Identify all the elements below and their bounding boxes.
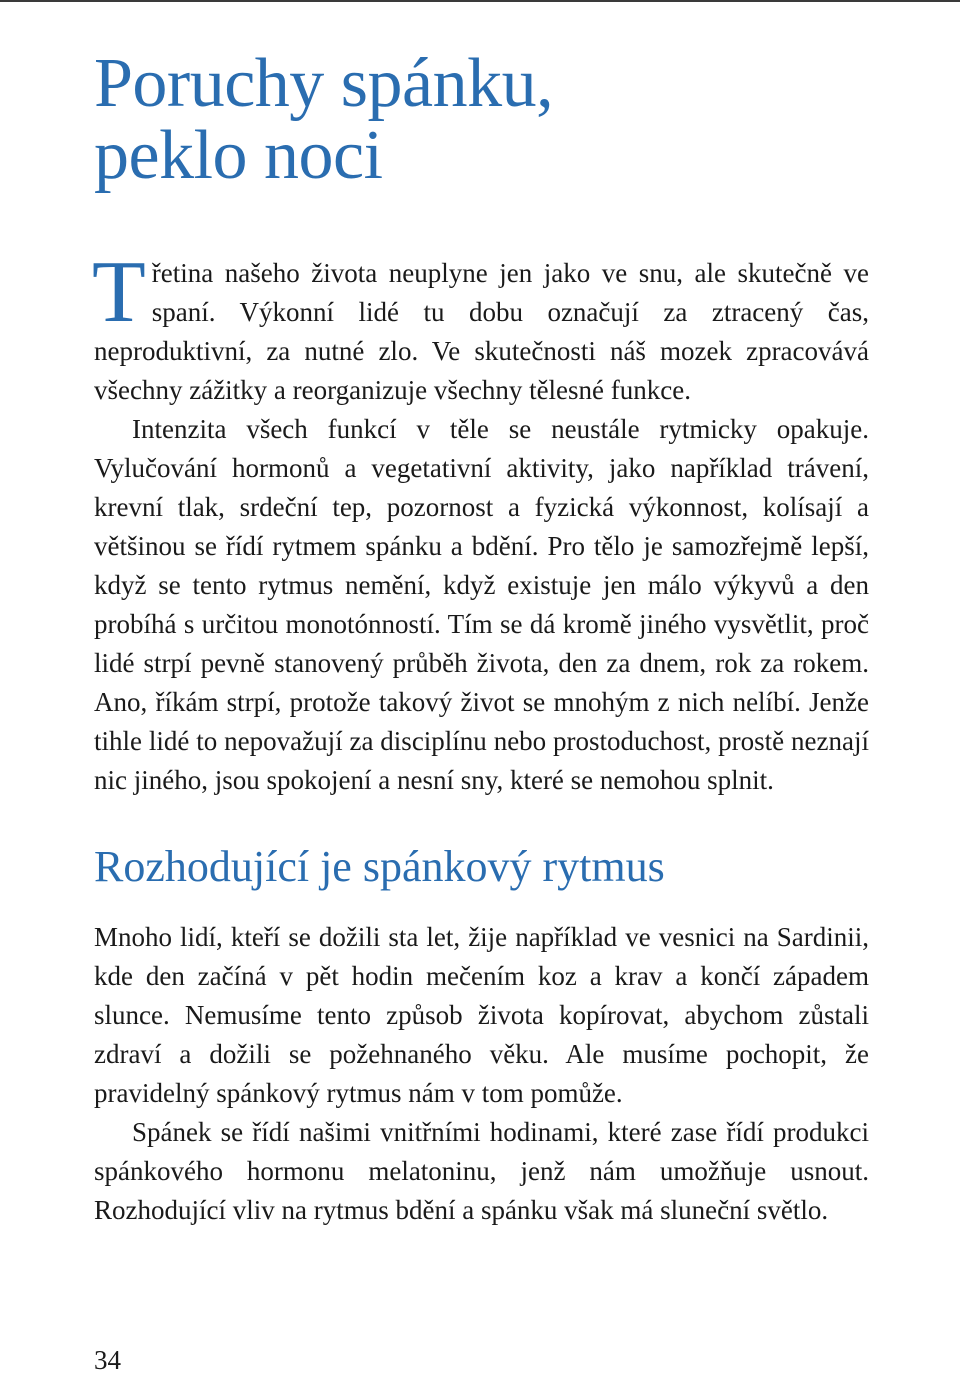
- section-paragraph-2: Spánek se řídí našimi vnitřními hodinami, které zase řídí produkci spánkového hormonu melatoninu, jenž nám umožňuje usnout. Rozhodující vliv na rytmus bdění a spánku však má sluneční světlo.: [94, 1117, 869, 1225]
- chapter-title-line1: Poruchy spánku,: [94, 45, 554, 122]
- drop-cap: T: [92, 244, 146, 341]
- intro-paragraph-2: Intenzita všech funkcí v těle se neustále rytmicky opakuje. Vylučování hormonů a vegetativní aktivity, jako například trávení, krevní tlak, srdeční tep, pozornost a fyzická výkonnost, kolísají a většinou se řídí rytmem spánku a bdění. Pro tělo je samozřejmě lepší, když se tento rytmus nemění, když existuje jen málo výkyvů a den probíhá s určitou monotónností. Tím se dá kromě jiného vysvětlit, proč lidé strpí pevně stanovený průběh života, den za dnem, rok za rokem. Ano, říkám strpí, protože takový život se mnohým z nich nelíbí. Jenže tihle lidé to nepovažují za disciplínu nebo prostoduchost, prostě neznají nic jiného, jsou spokojení a nesní sny, které se nemohou splnit.: [94, 414, 869, 795]
- section-title: Rozhodující je spánkový rytmus: [94, 842, 665, 891]
- page-number: 34: [94, 1345, 121, 1375]
- chapter-title: [94, 45, 869, 194]
- chapter-title-line2: peklo noci: [94, 117, 383, 194]
- page-content: [92, 45, 869, 1230]
- section-paragraph-1: Mnoho lidí, kteří se dožili sta let, žije například ve vesnici na Sardinii, kde den začíná v pět hodin mečením koz a krav a končí západem slunce. Nemusíme tento způsob života kopírovat, abychom zůstali zdraví a dožili se požehnaného věku. Ale musíme pochopit, že pravidelný spánkový rytmus nám v tom pomůže.: [94, 922, 869, 1108]
- top-rule: [0, 0, 960, 2]
- intro-paragraph-1-text: řetina našeho života neuplyne jen jako ve snu, ale skutečně ve spaní. Výkonní lidé tu dobu označují za ztracený čas, neproduktivní, za nutné zlo. Ve skutečnosti náš mozek zpracovává všechny zážitky a reorganizuje všechny tělesné funkce.: [94, 258, 869, 405]
- intro-paragraph-1: [92, 244, 869, 410]
